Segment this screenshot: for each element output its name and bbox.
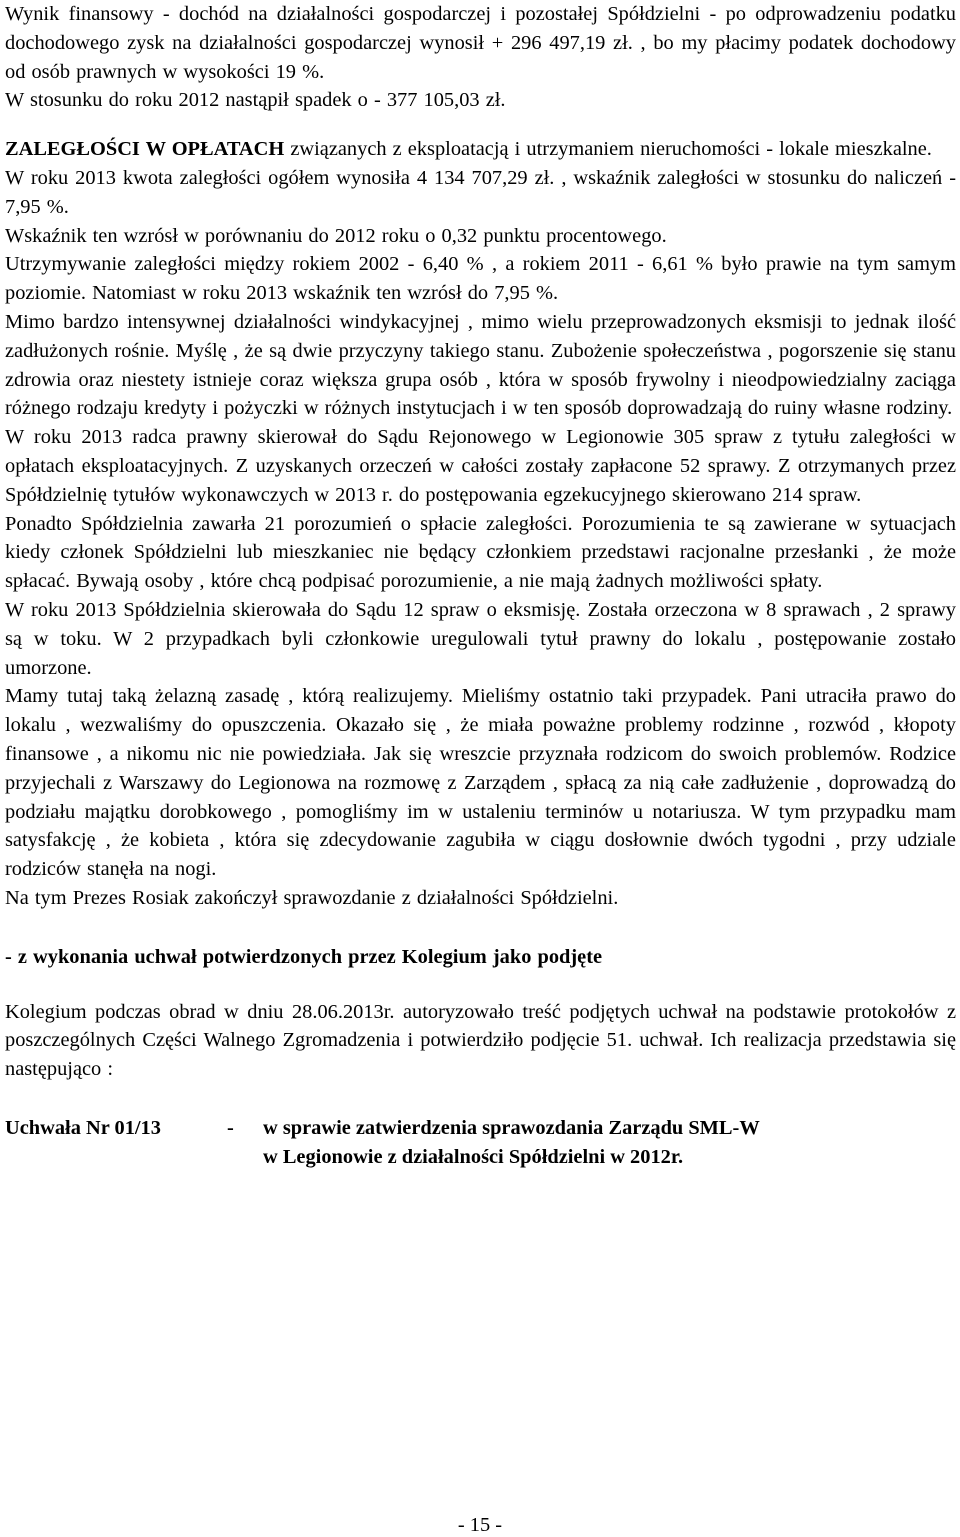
resolution-title-line1: w sprawie zatwierdzenia sprawozdania Zarządu SML-W [263,1116,760,1139]
resolution-title-line2: w Legionowie z działalności Spółdzielni w 2012r. [263,1145,684,1168]
paragraph-case-story: Mamy tutaj taką żelazną zasadę , którą realizujemy. Mieliśmy ostatnio taki przypadek. Pani utraciła prawo do lokalu , wezwaliśmy do opuszczenia. Okazało się , że miała poważne problemy rodzinne , rozwód , kłopoty finansowe , a nikomu nic nie powiedziała. Jak się wreszcie przyznała rodzicom do swoich problemów. Rodzice przyjechali z Warszawy do Legionowa na rozmowę z Zarządem , spłacą za nią całe zadłużenie , doprowadzą do podziału majątku dorobkowego , pomogliśmy im w ustaleniu terminów u notariusza. W tym przypadku mam satysfakcję , że kobieta , która się zdecydowanie zagubiła w ciągu dosłownie dwóch tygodni , przy udziale rodziców stanęła na nogi. [5,685,956,881]
resolution-title [263,1114,956,1172]
paragraph-decrease: W stosunku do roku 2012 nastąpił spadek o - 377 105,03 zł. [5,89,506,112]
paragraph-agreements: Ponadto Spółdzielnia zawarła 21 porozumień o spłacie zaległości. Porozumienia te są zawierane w sytuacjach kiedy członek Spółdzielni lub mieszkaniec nie będący członkiem przedstawi racjonalne przesłanki , że może spłacać. Bywają osoby , które chcą podpisać porozumienie, a nie mają żadnych możliwości spłaty. [5,512,956,593]
document-page [5,0,956,1171]
paragraph-arrears-growth: Wskaźnik ten wzrósł w porównaniu do 2012 roku o 0,32 punktu procentowego. [5,224,667,247]
paragraph-evictions: W roku 2013 Spółdzielnia skierowała do Sądu 12 spraw o eksmisję. Została orzeczona w 8 sprawach , 2 sprawy są w toku. W 2 przypadkach byli członkowie uregulowali tytuł prawny do lokalu , postępowanie zostało umorzone. [5,598,956,679]
arrears-heading-rest: związanych z eksploatacją i utrzymaniem nieruchomości - lokale mieszkalne. [284,138,932,161]
paragraph-legal-actions: W roku 2013 radca prawny skierował do Sądu Rejonowego w Legionowie 305 spraw z tytułu zaległości w opłatach eksploatacyjnych. Z uzyskanych orzeczeń w całości zostały zapłacone 52 sprawy. Z otrzymanych przez Spółdzielnię tytułów wykonawczych w 2013 r. do postępowania egzekucyjnego skierowano 214 spraw. [5,426,956,506]
arrears-heading: ZALEGŁOŚCI W OPŁATACH [5,138,285,161]
resolution-dash: - [227,1116,234,1139]
arrears-intro [5,135,956,164]
paragraph-report-end: Na tym Prezes Rosiak zakończył sprawozdanie z działalności Spółdzielni. [5,886,619,909]
paragraph-arrears-history: Utrzymywanie zaległości między rokiem 2002 - 6,40 % , a rokiem 2011 - 6,61 % było prawie na tym samym poziomie. Natomiast w roku 2013 wskaźnik ten wzrósł do 7,95 %. [5,253,956,305]
section-heading-prefix: - [5,945,18,968]
paragraph-arrears-amount: W roku 2013 kwota zaległości ogółem wynosiła 4 134 707,29 zł. , wskaźnik zaległości w stosunku do naliczeń - 7,95 %. [5,166,956,218]
paragraph-kolegium: Kolegium podczas obrad w dniu 28.06.2013r. autoryzowało treść podjętych uchwał na podstawie protokołów z poszczególnych Części Walnego Zgromadzenia i potwierdziło podjęcie 51. uchwał. Ich realizacja przedstawia się następująco : [5,1000,956,1081]
paragraph-arrears-causes: Mimo bardzo intensywnej działalności windykacyjnej , mimo wielu przeprowadzonych eksmisji to jednak ilość zadłużonych rośnie. Myślę , że są dwie przyczyny takiego stanu. Zubożenie społeczeństwa , pogorszenie się stanu zdrowia oraz niestety istnieje coraz większa grupa osób , która w sposób frywolny i nieodpowiedzialny zaciąga różnego rodzaju kredyty i pożyczki w różnych instytucjach i w ten sposób doprowadzają do ruiny własne rodziny. [5,310,956,420]
paragraph-financial-result: Wynik finansowy - dochód na działalności gospodarczej i pozostałej Spółdzielni - po odprowadzeniu podatku dochodowego zysk na działalności gospodarczej wynosił + 296 497,19 zł. , bo my płacimy podatek dochodowy od osób prawnych w wysokości 19 %. [5,3,956,83]
section-heading [5,943,956,972]
page-number: - 15 - [457,1514,503,1536]
resolution-entry [5,1114,956,1172]
resolution-number: Uchwała Nr 01/13 [5,1116,161,1139]
section-heading-text: z wykonania uchwał potwierdzonych przez Kolegium jako podjęte [17,945,603,968]
